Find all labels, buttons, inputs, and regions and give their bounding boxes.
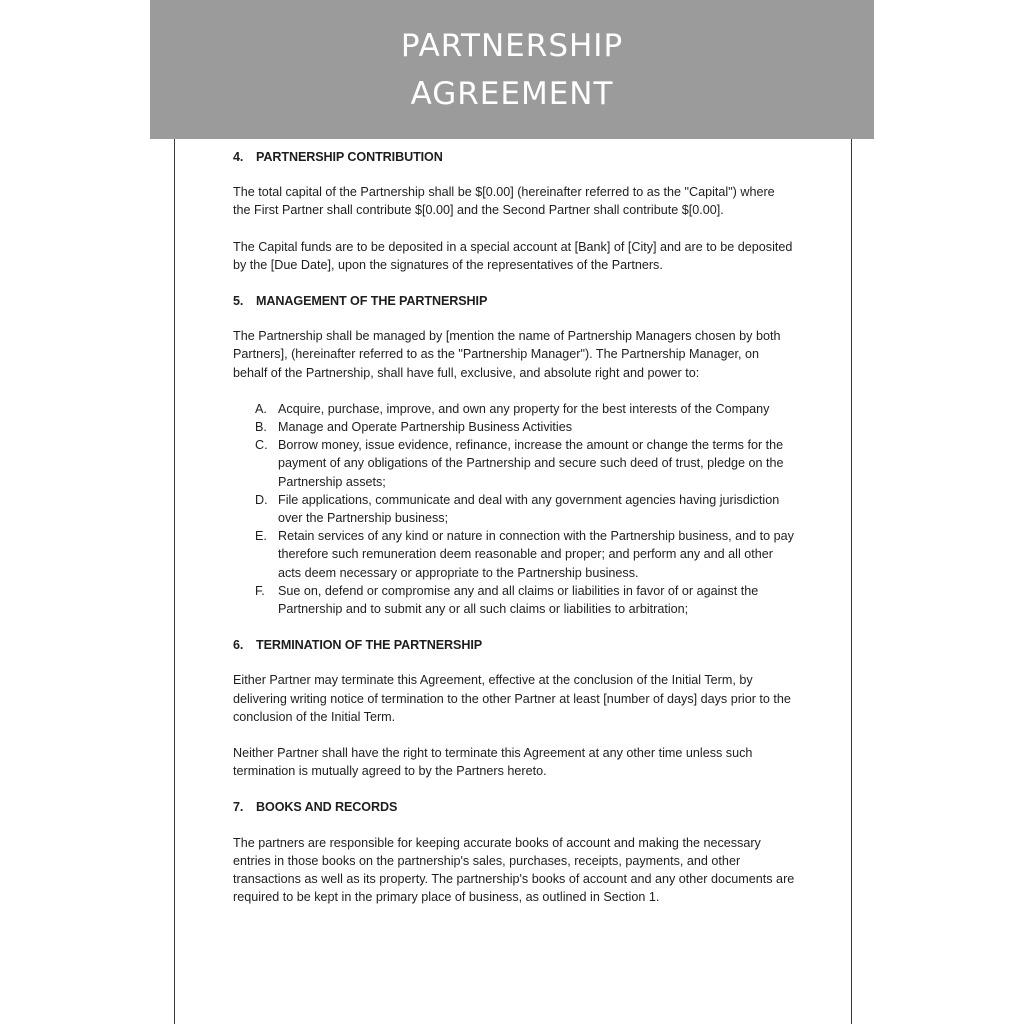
- list-item-letter: D.: [255, 492, 268, 507]
- document-content: [233, 148, 795, 925]
- section-7-paragraph-1: The partners are responsible for keeping accurate books of account and making the necessary entries in those books on the partnership's sales, purchases, receipts, payments, and other transactions as well as its property. The partnership's books of account and any other documents are required to be kept in the primary place of business, as outlined in Section 1.: [233, 835, 795, 905]
- list-item: [255, 436, 795, 491]
- section-6-title: TERMINATION OF THE PARTNERSHIP: [256, 638, 483, 653]
- banner-title-line-1: PARTNERSHIP: [400, 27, 624, 64]
- list-item: [255, 400, 795, 418]
- list-item-text: Borrow money, issue evidence, refinance, increase the amount or change the terms for the payment of any obligations of the Partnership and secure such deed of trust, pledge on the Partnership assets;: [278, 438, 784, 489]
- section-5-heading: [233, 292, 795, 310]
- list-item: [255, 418, 795, 436]
- title-banner: [150, 0, 874, 139]
- list-item-text: File applications, communicate and deal with any government agencies having jurisdiction over the Partnership business;: [278, 492, 780, 526]
- list-item-text: Manage and Operate Partnership Business Activities: [278, 420, 573, 435]
- list-item-text: Sue on, defend or compromise any and all claims or liabilities in favor of or against the Partnership and to submit any or all such claims or liabilities to arbitration;: [278, 583, 759, 617]
- section-4-paragraph-1: The total capital of the Partnership shall be $[0.00] (hereinafter referred to as the "Capital") where the First Partner shall contribute $[0.00] and the Second Partner shall contribute $[0.00].: [233, 185, 775, 218]
- section-6-paragraph-1: Either Partner may terminate this Agreement, effective at the conclusion of the Initial Term, by delivering writing notice of termination to the other Partner at least [number of days] days prior to the conclusion of the Initial Term.: [233, 673, 791, 724]
- list-item-text: Retain services of any kind or nature in connection with the Partnership business, and to pay therefore such remuneration deem reasonable and proper; and perform any and all other acts deem necessary or appropriate to the Partnership business.: [278, 529, 794, 580]
- list-item-letter: E.: [255, 529, 267, 544]
- list-item-letter: F.: [255, 583, 265, 598]
- powers-list: [255, 400, 795, 618]
- section-6-number: 6.: [233, 638, 244, 653]
- section-5-number: 5.: [233, 294, 244, 309]
- list-item: [255, 527, 795, 582]
- section-4-heading: [233, 148, 795, 166]
- section-7-heading: [233, 798, 795, 816]
- list-item-letter: B.: [255, 420, 267, 435]
- section-4-number: 4.: [233, 150, 244, 164]
- section-7-number: 7.: [233, 800, 244, 815]
- section-7-title: BOOKS AND RECORDS: [256, 800, 398, 815]
- section-4-title: PARTNERSHIP CONTRIBUTION: [256, 150, 443, 164]
- section-5-paragraph-1: The Partnership shall be managed by [mention the name of Partnership Managers chosen by both Partners], (hereinafter referred to as the "Partnership Manager"). The Partnership Manager, on behalf of the Partnership, shall have full, exclusive, and absolute right and power to:: [233, 329, 781, 380]
- banner-title-line-2: AGREEMENT: [410, 75, 614, 112]
- list-item: [255, 491, 795, 527]
- list-item-text: Acquire, purchase, improve, and own any property for the best interests of the Company: [278, 401, 770, 416]
- list-item-letter: C.: [255, 438, 268, 453]
- list-item-letter: A.: [255, 401, 267, 416]
- section-5-title: MANAGEMENT OF THE PARTNERSHIP: [256, 294, 488, 309]
- section-6-paragraph-2: Neither Partner shall have the right to terminate this Agreement at any other time unless such termination is mutually agreed to by the Partners hereto.: [233, 746, 753, 779]
- section-4-paragraph-2: The Capital funds are to be deposited in a special account at [Bank] of [City] and are to be deposited by the [Due Date], upon the signatures of the representatives of the Partners.: [233, 239, 793, 272]
- list-item: [255, 582, 795, 618]
- section-6-heading: [233, 636, 795, 654]
